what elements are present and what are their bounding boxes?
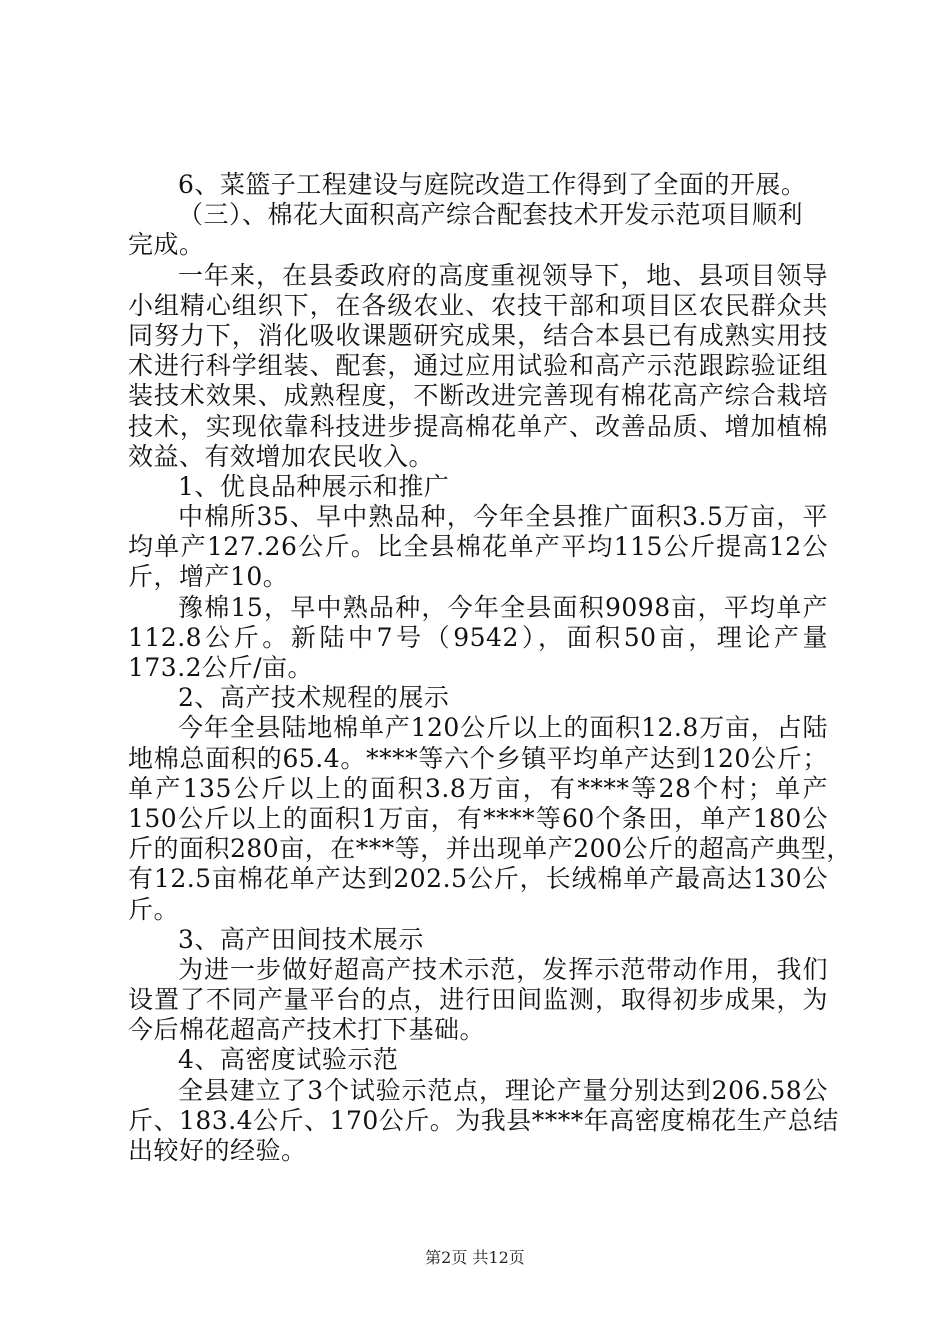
document-body [128, 170, 852, 1166]
text-line: 技术，实现依靠科技进步提高棉花单产、改善品质、增加植棉 [128, 411, 828, 441]
text-line: 173.2公斤/亩。 [128, 653, 313, 682]
text-line: 效益、有效增加农民收入。 [128, 441, 435, 471]
text-line: 出较好的经验。 [128, 1136, 307, 1165]
subsection-heading: 4、高密度试验示范 [178, 1045, 399, 1075]
text-line: 今后棉花超高产技术打下基础。 [128, 1015, 486, 1045]
text-line: 今年全县陆地棉单产120公斤以上的面积12.8万亩，占陆 [178, 713, 828, 743]
text-line: 斤、183.4公斤、170公斤。为我县****年高密度棉花生产总结 [128, 1105, 839, 1135]
text-line: 单产135公斤以上的面积3.8万亩，有****等28个村；单产 [128, 773, 828, 803]
text-line: 装技术效果、成熟程度，不断改进完善现有棉花高产综合栽培 [128, 381, 828, 411]
subsection-heading: 3、高产田间技术展示 [178, 924, 424, 954]
text-line: 斤的面积280亩，在***等，并出现单产200公斤的超高产典型， [128, 834, 852, 864]
text-line: 112.8公斤。新陆中7号（9542），面积50亩，理论产量 [128, 622, 828, 652]
text-line: 均单产127.26公斤。比全县棉花单产平均115公斤提高12公 [128, 532, 828, 562]
text-line: 地棉总面积的65.4。****等六个乡镇平均单产达到120公斤； [128, 743, 828, 773]
text-line: 中棉所35、早中熟品种，今年全县推广面积3.5万亩，平 [178, 502, 828, 532]
text-line: 斤。 [128, 894, 180, 924]
page-number-footer: 第2页 共12页 [425, 1248, 525, 1267]
text-line: 小组精心组织下，在各级农业、农技干部和项目区农民群众共 [128, 290, 828, 320]
text-line: 有12.5亩棉花单产达到202.5公斤，长绒棉单产最高达130公 [128, 864, 828, 894]
text-line: 全县建立了3个试验示范点，理论产量分别达到206.58公 [178, 1075, 828, 1105]
text-line: 同努力下，消化吸收课题研究成果，结合本县已有成熟实用技 [128, 320, 828, 350]
text-line: 150公斤以上的面积1万亩，有****等60个条田，单产180公 [128, 803, 828, 833]
text-line: 术进行科学组装、配套，通过应用试验和高产示范跟踪验证组 [128, 351, 828, 381]
text-line: 完成。 [128, 230, 205, 260]
subsection-heading: 1、优良品种展示和推广 [178, 471, 450, 501]
text-line: 为进一步做好超高产技术示范，发挥示范带动作用，我们 [178, 954, 828, 984]
subsection-heading: 2、高产技术规程的展示 [178, 683, 450, 713]
text-line: 斤，增产10。 [128, 562, 289, 592]
text-line: 豫棉15，早中熟品种，今年全县面积9098亩，平均单产 [178, 592, 828, 622]
text-line: 6、菜篮子工程建设与庭院改造工作得到了全面的开展。 [178, 170, 807, 199]
text-line: 设置了不同产量平台的点，进行田间监测，取得初步成果，为 [128, 985, 828, 1015]
section-heading: （三）、棉花大面积高产综合配套技术开发示范项目顺利 [178, 200, 804, 230]
text-line: 一年来，在县委政府的高度重视领导下，地、县项目领导 [178, 260, 828, 290]
